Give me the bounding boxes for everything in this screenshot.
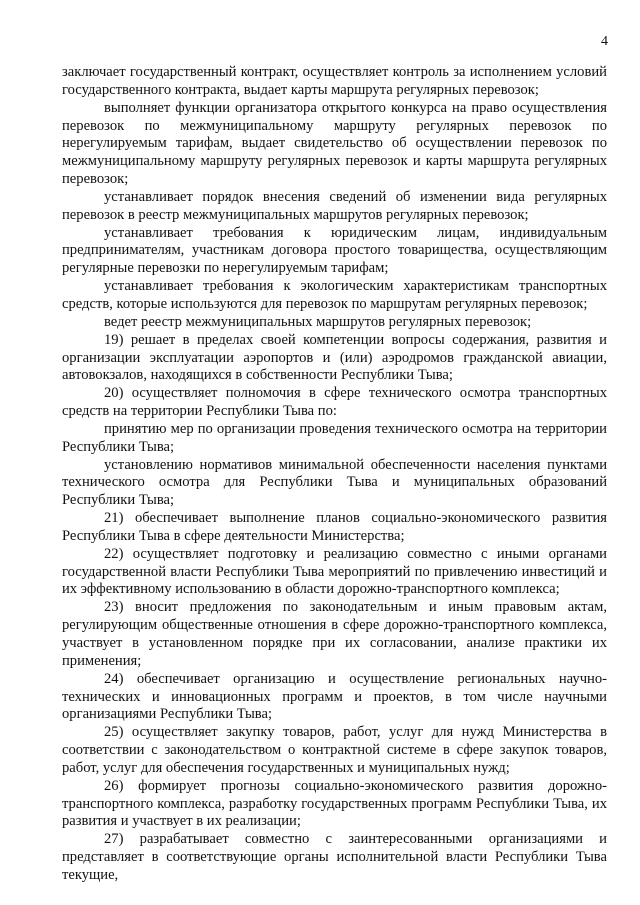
paragraph: 27) разрабатывает совместно с заинтересованными организациями и представляет в соответствующие органы исполнительной власти Республики Тыва текущие, <box>62 831 607 883</box>
paragraph: 26) формирует прогнозы социально-экономического развития дорожно-транспортного комплекса, разработку государственных программ Республики Тыва, их развития и участвует в их реализации; <box>62 777 607 830</box>
paragraph: устанавливает порядок внесения сведений об изменении вида регулярных перевозок в реестр межмуниципальных маршрутов регулярных перевозок; <box>62 188 607 223</box>
paragraph: 21) обеспечивает выполнение планов социально-экономического развития Республики Тыва в сфере деятельности Министерства; <box>62 510 607 544</box>
paragraph: 20) осуществляет полномочия в сфере технического осмотра транспортных средств на территории Республики Тыва по: <box>62 385 607 420</box>
paragraph: 24) обеспечивает организацию и осуществление региональных научно-технических и инновационных программ и проектов, в том числе научными организациями Республики Тыва; <box>62 670 607 723</box>
paragraph: принятию мер по организации проведения технического осмотра на территории Республики Тыва; <box>62 420 607 455</box>
paragraph: установлению нормативов минимальной обеспеченности населения пунктами технического осмотра для Республики Тыва и муниципальных образований Республики Тыва; <box>62 456 607 509</box>
paragraph: заключает государственный контракт, осуществляет контроль за исполнением условий государственного контракта, выдает карты маршрута регулярных перевозок; <box>62 64 607 98</box>
paragraph: 25) осуществляет закупку товаров, работ, услуг для нужд Министерства в соответствии с законодательством о контрактной системе в сфере закупок товаров, работ, услуг для обеспечения государственных и муниципальных нужд; <box>62 724 607 776</box>
page-number: 4 <box>601 34 608 49</box>
paragraph: 23) вносит предложения по законодательным и иным правовым актам, регулирующим общественные отношения в сфере дорожно-транспортного комплекса, участвует в установленном порядке при их согласовании, анализе практики их применения; <box>62 599 607 669</box>
paragraph: ведет реестр межмуниципальных маршрутов регулярных перевозок; <box>104 313 532 330</box>
document-body <box>62 64 607 885</box>
paragraph: устанавливает требования к юридическим лицам, индивидуальным предпринимателям, участникам договора простого товарищества, осуществляющим регулярные перевозки по нерегулируемым тарифам; <box>62 224 607 277</box>
paragraph: выполняет функции организатора открытого конкурса на право осуществления перевозок по межмуниципальному маршруту регулярных перевозок по нерегулируемым тарифам, выдает свидетельство об осуществлении перевозок по межмуниципальному маршруту регулярных перевозок и карты маршрута регулярных перевозок; <box>62 99 607 188</box>
paragraph: 22) осуществляет подготовку и реализацию совместно с иными органами государственной власти Республики Тыва мероприятий по привлечению инвестиций и их эффективному использованию в области дорожно-транспортного комплекса; <box>62 545 607 598</box>
paragraph: устанавливает требования к экологическим характеристикам транспортных средств, которые используются для перевозок по маршрутам регулярных перевозок; <box>62 278 607 312</box>
paragraph: 19) решает в пределах своей компетенции вопросы содержания, развития и организации эксплуатации аэропортов и (или) аэродромов гражданской авиации, автовокзалов, находящихся в собственности Республики Тыва; <box>62 331 607 384</box>
